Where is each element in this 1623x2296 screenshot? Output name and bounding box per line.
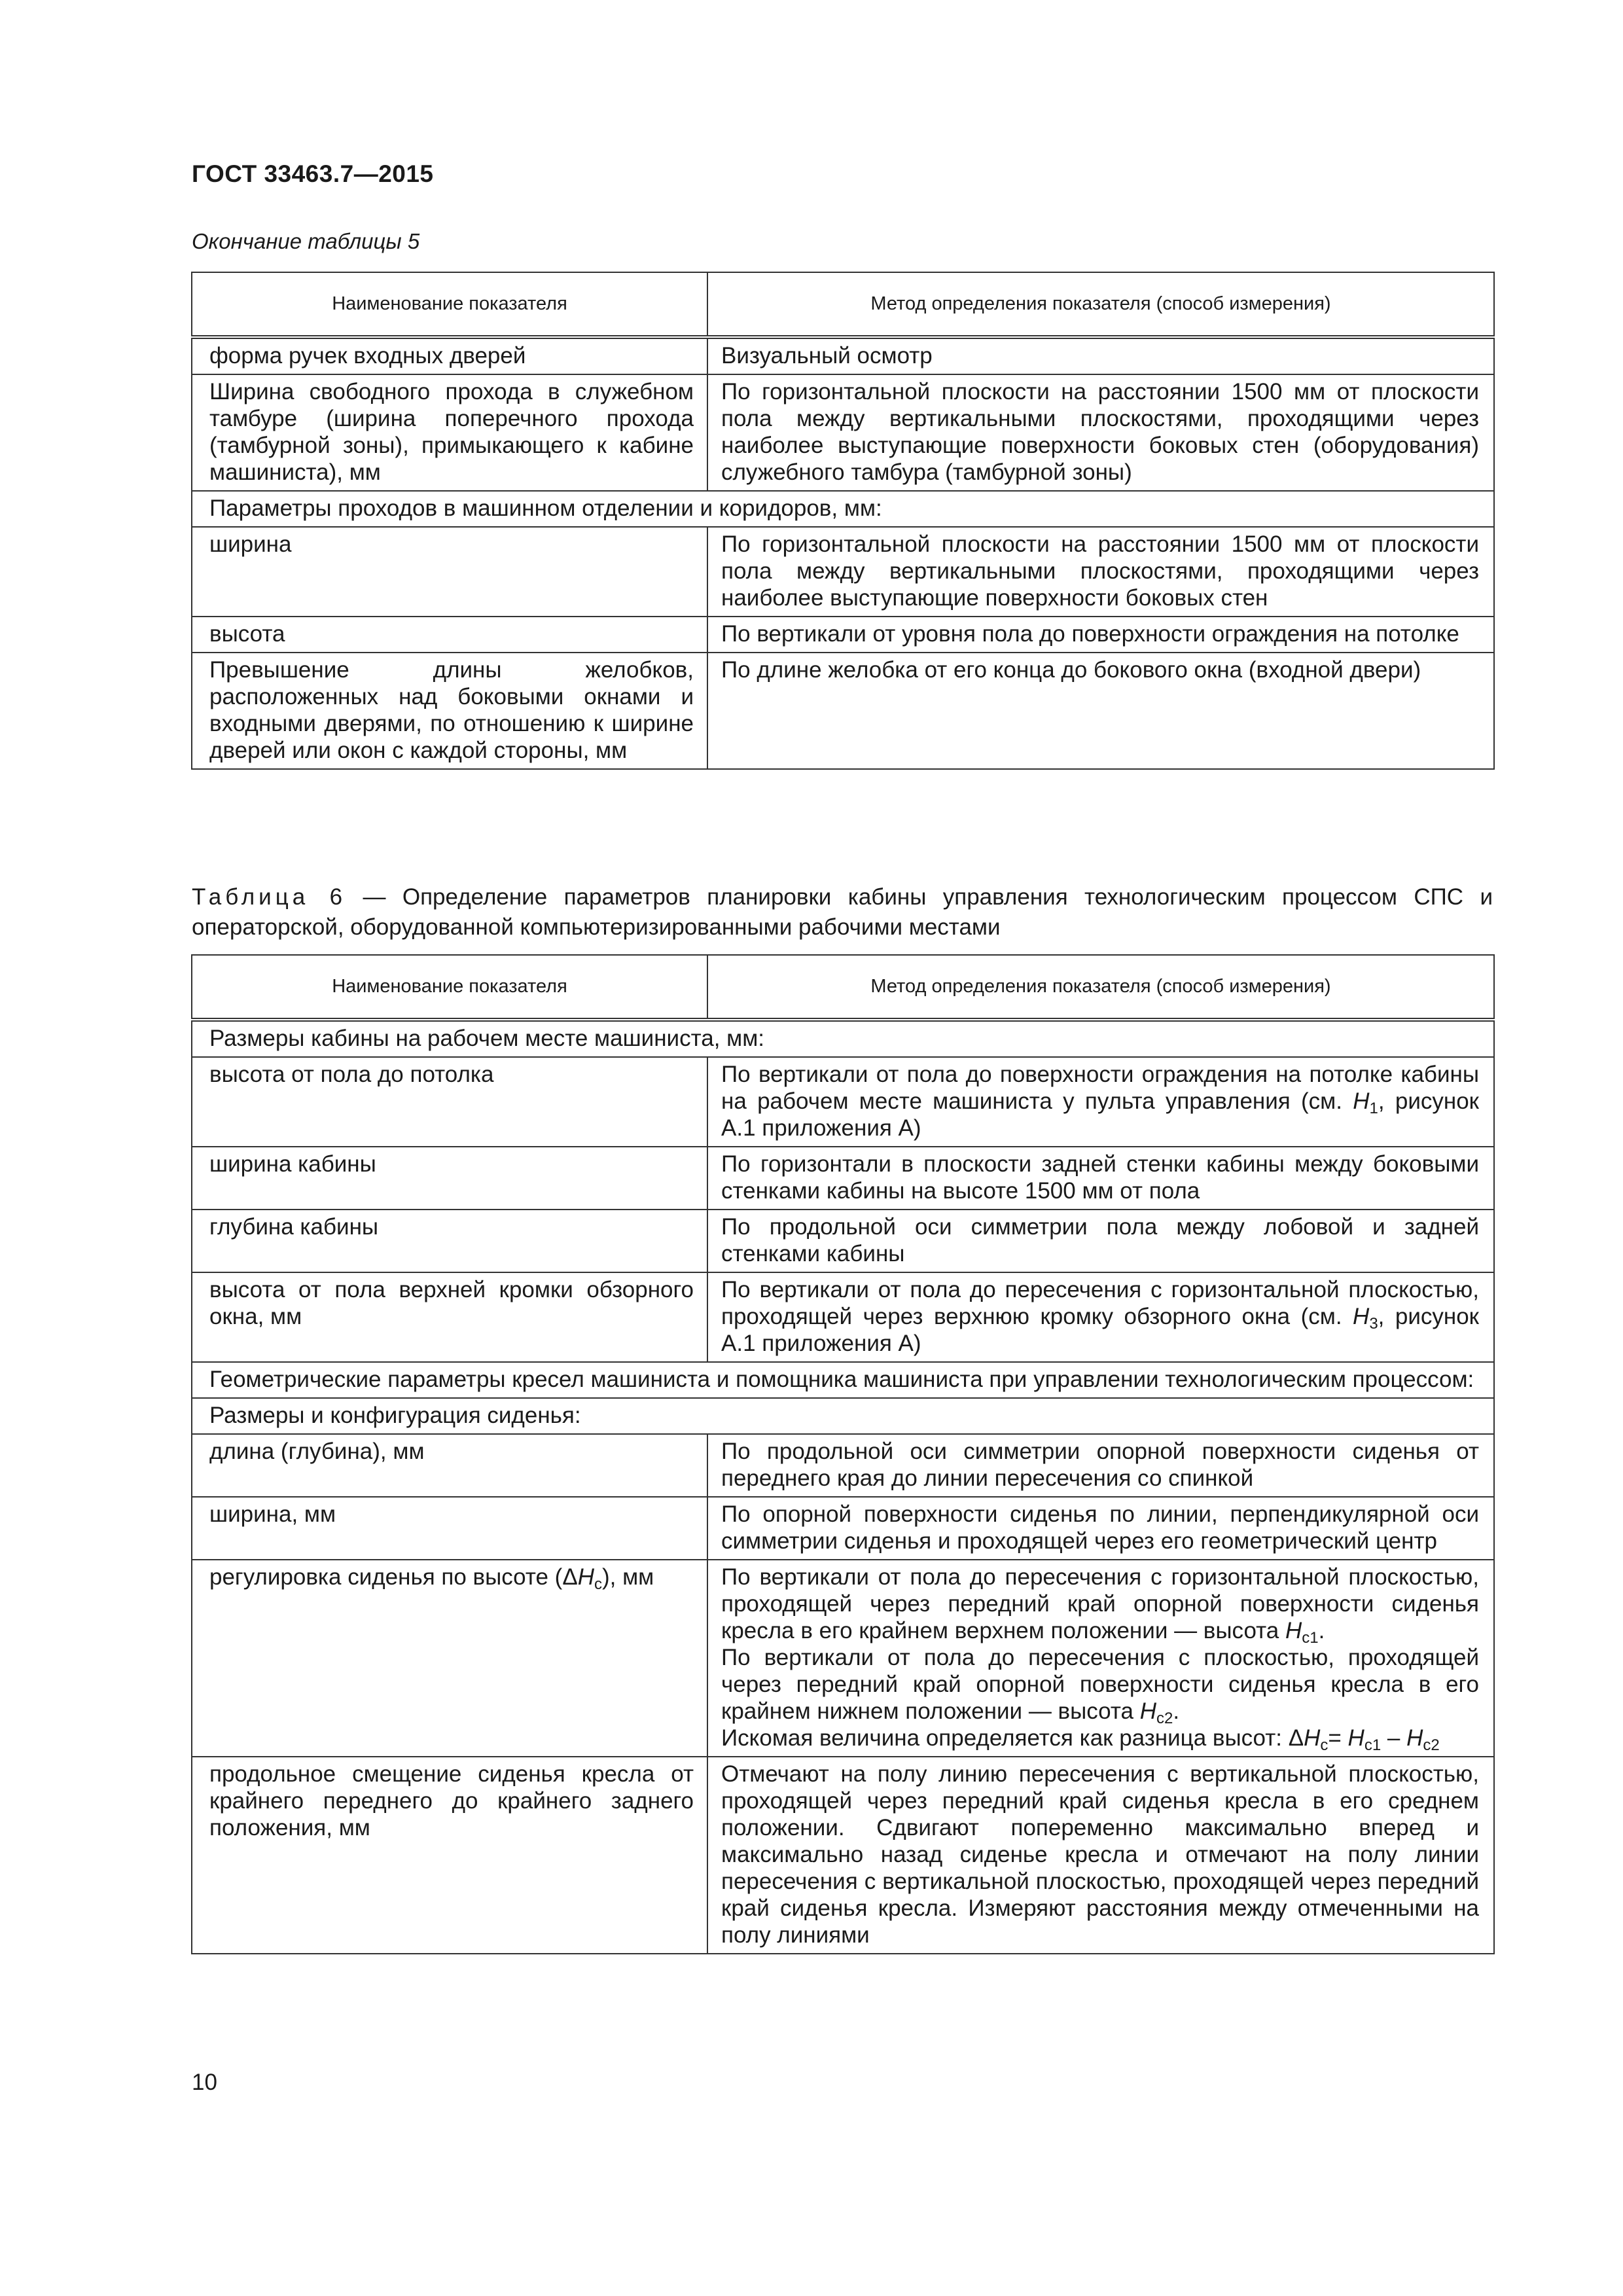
table-section-row bbox=[192, 491, 1494, 527]
indicator-name: Ширина свободного прохода в служебном тамбуре (ширина поперечного прохода (тамбурной зоны), примыкающего к кабине машиниста), мм bbox=[192, 374, 707, 491]
measurement-method: По опорной поверхности сиденья по линии, перпендикулярной оси симметрии сиденья и проходящей через его геометрический центр bbox=[707, 1497, 1494, 1560]
measurement-method: Визуальный осмотр bbox=[707, 337, 1494, 374]
document-header: ГОСТ 33463.7—2015 bbox=[192, 160, 434, 187]
indicator-name: Превышение длины желобков, расположенных над боковыми окнами и входными дверями, по отношению к ширине дверей или окон с каждой стороны, мм bbox=[192, 653, 707, 769]
indicator-name: регулировка сиденья по высоте $(\Delta H_c)$, мм bbox=[192, 1560, 707, 1757]
indicator-name: глубина кабины bbox=[192, 1210, 707, 1272]
table-6-title-text: — Определение параметров планировки кабины управления технологическим процессом СПС и операторской, оборудованной компьютеризированными рабочими местами bbox=[192, 884, 1493, 940]
method-paragraph: По вертикали от пола до пересечения с горизонтальной плоскостью, проходящей через передний край опорной поверхности сиденья кресла в его крайнем верхнем положении — высота $H_{c1}$. bbox=[721, 1564, 1479, 1647]
section-heading: Параметры проходов в машинном отделении и коридоров, мм: bbox=[192, 491, 1494, 527]
table-row bbox=[192, 1147, 1494, 1210]
indicator-name: продольное смещение сиденья кресла от крайнего переднего до крайнего заднего положения, мм bbox=[192, 1757, 707, 1954]
table-6 bbox=[191, 954, 1495, 1954]
section-heading: Размеры и конфигурация сиденья: bbox=[192, 1398, 1494, 1434]
table-header-row bbox=[192, 272, 1494, 337]
page-number: 10 bbox=[192, 2070, 217, 2095]
table-row bbox=[192, 337, 1494, 374]
table-row bbox=[192, 1210, 1494, 1272]
section-heading: Геометрические параметры кресел машиниста и помощника машиниста при управлении технологическим процессом: bbox=[192, 1362, 1494, 1398]
table-continuation-caption: Окончание таблицы 5 bbox=[192, 229, 420, 253]
measurement-method: По горизонтальной плоскости на расстоянии 1500 мм от плоскости пола между вертикальными плоскостями, проходящими через наиболее выступающие поверхности боковых стен bbox=[707, 527, 1494, 617]
table-row bbox=[192, 653, 1494, 769]
method-formula: Искомая величина определяется как разница высот: $\Delta H_c= H_{c1} - H_{c2}$ bbox=[721, 1725, 1440, 1754]
indicator-name: ширина кабины bbox=[192, 1147, 707, 1210]
table-row bbox=[192, 1434, 1494, 1497]
measurement-method bbox=[707, 1560, 1494, 1757]
column-header-name: Наименование показателя bbox=[192, 955, 707, 1020]
column-header-method: Метод определения показателя (способ измерения) bbox=[707, 272, 1494, 337]
measurement-method: По длине желобка от его конца до бокового окна (входной двери) bbox=[707, 653, 1494, 769]
table-row bbox=[192, 1757, 1494, 1954]
table-6-title bbox=[192, 882, 1493, 942]
indicator-name: форма ручек входных дверей bbox=[192, 337, 707, 374]
table-section-row bbox=[192, 1020, 1494, 1057]
table-section-row bbox=[192, 1398, 1494, 1434]
column-header-method: Метод определения показателя (способ измерения) bbox=[707, 955, 1494, 1020]
indicator-name: высота от пола до потолка bbox=[192, 1057, 707, 1147]
measurement-method: По продольной оси симметрии пола между лобовой и задней стенками кабины bbox=[707, 1210, 1494, 1272]
table-row bbox=[192, 1272, 1494, 1362]
indicator-name: длина (глубина), мм bbox=[192, 1434, 707, 1497]
measurement-method: По вертикали от пола до пересечения с горизонтальной плоскостью, проходящей через верхнюю кромку обзорного окна (см. $H_3$, рисунок А.1 приложения А) bbox=[707, 1272, 1494, 1362]
table-header-row bbox=[192, 955, 1494, 1020]
table-5 bbox=[191, 272, 1495, 770]
measurement-method: По вертикали от пола до поверхности ограждения на потолке кабины на рабочем месте машиниста у пульта управления (см. $H_1$, рисунок А.1 приложения А) bbox=[707, 1057, 1494, 1147]
table-section-row bbox=[192, 1362, 1494, 1398]
measurement-method: По продольной оси симметрии опорной поверхности сиденья от переднего края до линии пересечения со спинкой bbox=[707, 1434, 1494, 1497]
table-row bbox=[192, 374, 1494, 491]
measurement-method: По горизонтали в плоскости задней стенки кабины между боковыми стенками кабины на высоте 1500 мм от пола bbox=[707, 1147, 1494, 1210]
table-row bbox=[192, 617, 1494, 653]
measurement-method: По вертикали от уровня пола до поверхности ограждения на потолке bbox=[707, 617, 1494, 653]
indicator-name: ширина bbox=[192, 527, 707, 617]
table-row bbox=[192, 1497, 1494, 1560]
table-row bbox=[192, 527, 1494, 617]
table-row bbox=[192, 1560, 1494, 1757]
column-header-name: Наименование показателя bbox=[192, 272, 707, 337]
table-6-label: Таблица 6 bbox=[192, 884, 347, 910]
indicator-name: высота от пола верхней кромки обзорного окна, мм bbox=[192, 1272, 707, 1362]
measurement-method: По горизонтальной плоскости на расстоянии 1500 мм от плоскости пола между вертикальными плоскостями, проходящими через наиболее выступающие поверхности боковых стен (оборудования) служебного тамбура (тамбурной зоны) bbox=[707, 374, 1494, 491]
indicator-name: ширина, мм bbox=[192, 1497, 707, 1560]
table-row bbox=[192, 1057, 1494, 1147]
measurement-method: Отмечают на полу линию пересечения с вертикальной плоскостью, проходящей через передний край сиденья кресла в его среднем положении. Сдвигают попеременно максимально вперед и максимально назад сиденье кресла и отмечают на полу линии пересечения с вертикальной плоскостью, проходящей через передний край сиденья кресла. Измеряют расстояния между отмеченными на полу линиями bbox=[707, 1757, 1494, 1954]
method-paragraph: По вертикали от пола до пересечения с плоскостью, проходящей через передний край опорной поверхности сиденья кресла в его крайнем нижнем положении — высота $H_{c2}$. bbox=[721, 1645, 1479, 1727]
section-heading: Размеры кабины на рабочем месте машиниста, мм: bbox=[192, 1020, 1494, 1057]
indicator-name: высота bbox=[192, 617, 707, 653]
